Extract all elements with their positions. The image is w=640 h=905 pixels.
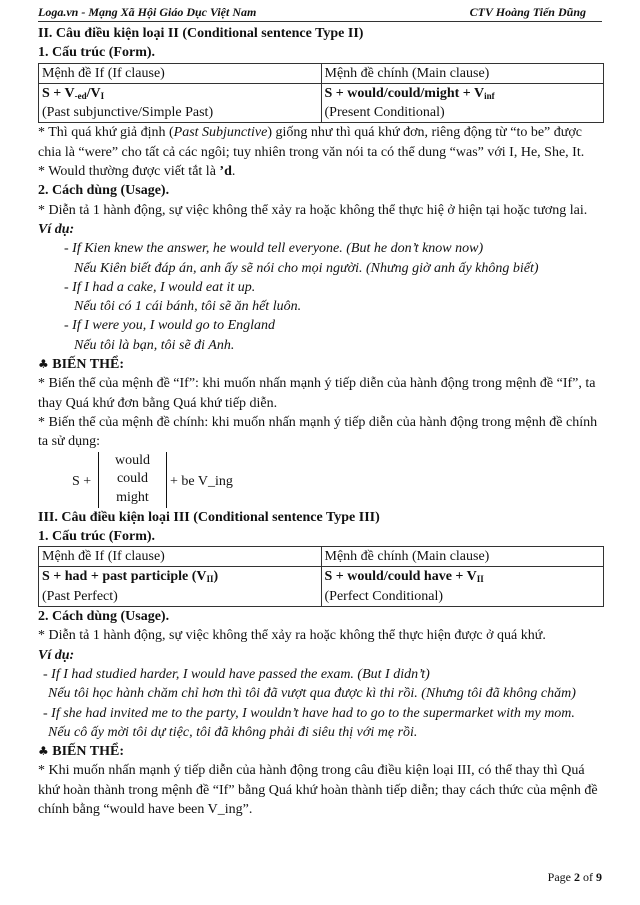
usage-heading-type3: 2. Cách dùng (Usage). <box>38 609 170 625</box>
formula-modal: might <box>116 489 149 505</box>
page-number: 2 <box>574 870 580 884</box>
example-sentence: - If I had a cake, I would eat it up. <box>64 279 256 295</box>
table-header-main: Mệnh đề chính (Main clause) <box>321 547 604 567</box>
formula-subject: S + <box>72 473 92 489</box>
example-sentence: - If Kien knew the answer, he would tell everyone. (But he don’t know now) <box>64 241 484 257</box>
usage-text-type3: * Diễn tả 1 hành động, sự việc không thể xảy ra hoặc không thể thực hiện được ở quá khứ. <box>38 628 546 644</box>
if-formula: S + had + past participle $(V_{II})$ <box>42 569 219 585</box>
main-formula: S + would/could/might + $V_{inf}$ <box>324 85 495 101</box>
table-header-if: Mệnh đề If (If clause) <box>39 63 322 83</box>
main-clause-cell <box>321 83 604 123</box>
header-divider <box>38 21 602 22</box>
section-heading-type3: III. Câu điều kiện loại III (Conditional sentence Type III) <box>38 509 380 525</box>
example-translation: Nếu tôi là bạn, tôi sẽ đi Anh. <box>74 337 235 353</box>
main-tense-note: (Perfect Conditional) <box>324 588 444 604</box>
table-header-if: Mệnh đề If (If clause) <box>39 547 322 567</box>
structure-table-type3 <box>38 546 604 607</box>
variant-heading-type3: ♣ BIẾN THỂ: <box>38 744 124 760</box>
section-heading-type2: II. Câu điều kiện loại II (Conditional sentence Type II) <box>38 26 364 41</box>
form-heading-type2: 1. Cấu trúc (Form). <box>38 45 156 61</box>
variant-heading-type2: ♣ BIẾN THỂ: <box>38 357 124 373</box>
structure-table-type2 <box>38 63 604 124</box>
page-footer: Page 2 of 9 <box>547 870 602 884</box>
formula-modal-column <box>98 452 167 508</box>
example-translation: Nếu tôi học hành chăm chỉ hơn thì tôi đã vượt qua được kì thi rồi. (Nhưng tôi đã không chăm) <box>48 686 576 702</box>
example-translation: Nếu tôi có 1 cái bánh, tôi sẽ ăn hết luôn. <box>74 299 302 315</box>
page-header <box>38 5 602 25</box>
club-bullet-icon: ♣ <box>38 357 49 372</box>
form-heading-type3: 1. Cấu trúc (Form). <box>38 528 156 544</box>
note-would-abbrev: * Would thường được viết tắt là ’d. <box>38 164 236 180</box>
header-site: Loga.vn - Mạng Xã Hội Giáo Dục Việt Nam <box>38 5 257 19</box>
if-clause-cell <box>39 83 322 123</box>
example-sentence: - If I had studied harder, I would have passed the exam. (But I didn’t) <box>43 666 430 682</box>
if-tense-note: (Past subjunctive/Simple Past) <box>42 105 214 121</box>
example-translation: Nếu Kiên biết đáp án, anh ấy sẽ nói cho mọi người. (Nhưng giờ anh ấy không biết) <box>74 260 539 276</box>
if-tense-note: (Past Perfect) <box>42 588 118 604</box>
usage-heading-type2: 2. Cách dùng (Usage). <box>38 183 170 199</box>
note-past-subjunctive: * Thì quá khứ giả định (Past Subjunctive) giống như thì quá khứ đơn, riêng động từ “to be” được chia là “were” cho tất cả các ngôi; tuy nhiên trong văn nói ta có thể dung “was” với I, He, She, It. <box>38 125 585 160</box>
formula-modal: could <box>116 471 149 487</box>
page-total: 9 <box>596 870 602 884</box>
variant-text-type3: * Khi muốn nhấn mạnh ý tiếp diễn của hành động trong câu điều kiện loại III, có thể thay thì Quá khứ hoàn thành trong mệnh đề “If” bằng Quá khứ hoàn thành tiếp diễn; thay cách thức của mệnh đề chính bằng “would have been V_ing”. <box>38 763 598 817</box>
if-clause-cell <box>39 567 322 607</box>
club-bullet-icon: ♣ <box>38 744 49 759</box>
variant-main-text: * Biến thể của mệnh đề chính: khi muốn nhấn mạnh ý tiếp diễn của hành động trong mệnh đề chính ta sử dụng: <box>38 414 598 450</box>
main-formula: S + would/could have + $V_{II}$ <box>324 569 484 585</box>
example-translation: Nếu cô ấy mời tôi dự tiệc, tôi đã không phải đi siêu thị với mẹ rồi. <box>48 724 418 740</box>
example-sentence: - If she had invited me to the party, I wouldn’t have had to go to the supermarket with my mom. <box>43 705 575 721</box>
variant-formula <box>72 452 604 508</box>
header-author: CTV Hoàng Tiến Dũng <box>469 5 586 19</box>
example-label-type3: Ví dụ: <box>38 647 75 663</box>
table-header-main: Mệnh đề chính (Main clause) <box>321 63 604 83</box>
example-sentence: - If I were you, I would go to England <box>64 318 276 334</box>
variant-if-text: * Biến thể của mệnh đề “If”: khi muốn nhấn mạnh ý tiếp diễn của hành động trong mệnh đề “If”, ta thay Quá khứ đơn bằng Quá khứ tiếp diễn. <box>38 376 596 411</box>
main-clause-cell <box>321 567 604 607</box>
usage-text-type2: * Diễn tả 1 hành động, sự việc không thể xảy ra hoặc không thể thực hiệ ở hiện tại hoặc tương lai. <box>38 202 588 218</box>
if-formula: $S + V_{-ed}/V_I$ <box>42 85 105 101</box>
document-body <box>38 24 604 819</box>
formula-tail: + be V_ing <box>170 473 233 489</box>
formula-modal: would <box>115 452 150 468</box>
main-tense-note: (Present Conditional) <box>324 105 445 121</box>
example-label-type2: Ví dụ: <box>38 221 75 237</box>
